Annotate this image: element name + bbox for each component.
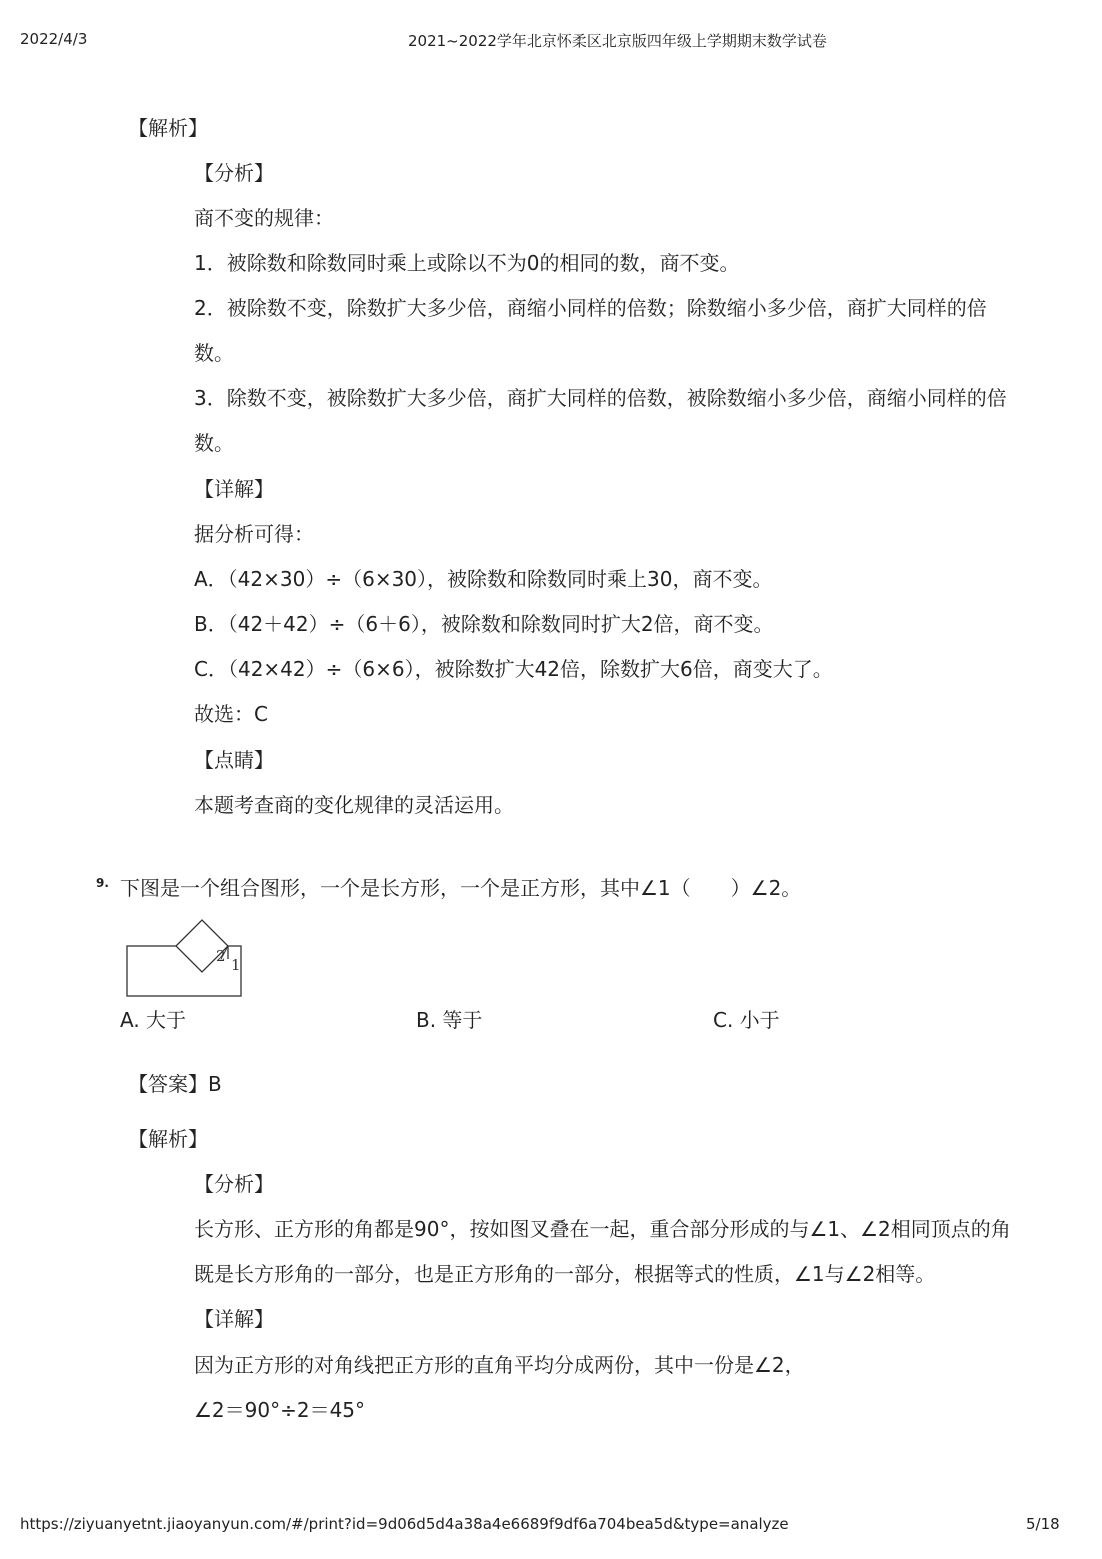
figure-label-1: 1 bbox=[231, 956, 241, 974]
q8-option-a-explain: A．（42×30）÷（6×30），被除数和除数同时乘上30，商不变。 bbox=[194, 567, 773, 591]
q8-option-b-explain: B．（42＋42）÷（6＋6），被除数和除数同时扩大2倍，商不变。 bbox=[194, 612, 774, 636]
q9-number: 9. bbox=[96, 876, 109, 890]
q8-rule-title: 商不变的规律： bbox=[194, 206, 334, 230]
q8-fenxi-heading: 【分析】 bbox=[194, 161, 274, 185]
q9-analysis-line2: 既是长方形角的一部分，也是正方形角的一部分，根据等式的性质，∠1与∠2相等。 bbox=[194, 1262, 936, 1286]
q8-option-c-explain: C．（42×42）÷（6×6），被除数扩大42倍，除数扩大6倍，商变大了。 bbox=[194, 657, 833, 681]
header-date: 2022/4/3 bbox=[20, 30, 88, 48]
q9-detail-1: 因为正方形的对角线把正方形的直角平均分成两份，其中一份是∠2， bbox=[194, 1353, 805, 1377]
figure-label-2: 2 bbox=[216, 947, 226, 965]
q9-xiangjie-heading: 【详解】 bbox=[194, 1307, 274, 1331]
q9-answer: 【答案】B bbox=[128, 1072, 222, 1096]
q8-dianjing-heading: 【点睛】 bbox=[194, 748, 274, 772]
q8-jiexi-heading: 【解析】 bbox=[128, 116, 208, 140]
q9-option-b[interactable]: B. 等于 bbox=[416, 1008, 483, 1032]
q8-xiangjie-heading: 【详解】 bbox=[194, 477, 274, 501]
q9-analysis-line1: 长方形、正方形的角都是90°，按如图叉叠在一起，重合部分形成的与∠1、∠2相同顶点的角 bbox=[194, 1217, 1011, 1241]
q9-figure-rectangle-square bbox=[120, 908, 250, 1000]
q8-rule-3-line1: 3．除数不变，被除数扩大多少倍，商扩大同样的倍数，被除数缩小多少倍，商缩小同样的倍 bbox=[194, 386, 1007, 410]
footer-url[interactable]: https://ziyuanyetnt.jiaoyanyun.com/#/print?id=9d06d5d4a38a4e6689f9df6a704bea5d&type=analyze bbox=[20, 1515, 789, 1533]
q9-option-c[interactable]: C. 小于 bbox=[713, 1008, 780, 1032]
q8-according: 据分析可得： bbox=[194, 522, 314, 546]
q8-choose: 故选：C bbox=[194, 702, 268, 726]
q9-detail-2: ∠2＝90°÷2＝45° bbox=[194, 1398, 366, 1422]
q9-jiexi-heading: 【解析】 bbox=[128, 1127, 208, 1151]
q8-summary: 本题考查商的变化规律的灵活运用。 bbox=[194, 793, 514, 817]
header-title: 2021~2022学年北京怀柔区北京版四年级上学期期末数学试卷 bbox=[408, 32, 827, 50]
q8-rule-2-line1: 2．被除数不变，除数扩大多少倍，商缩小同样的倍数；除数缩小多少倍，商扩大同样的倍 bbox=[194, 296, 987, 320]
q9-stem: 下图是一个组合图形，一个是长方形，一个是正方形，其中∠1（ ）∠2。 bbox=[120, 876, 802, 900]
q8-rule-1: 1．被除数和除数同时乘上或除以不为0的相同的数，商不变。 bbox=[194, 251, 740, 275]
footer-page-number: 5/18 bbox=[1026, 1515, 1060, 1533]
q8-rule-2-line2: 数。 bbox=[194, 341, 234, 365]
q9-option-a[interactable]: A. 大于 bbox=[120, 1008, 187, 1032]
q9-fenxi-heading: 【分析】 bbox=[194, 1172, 274, 1196]
q8-rule-3-line2: 数。 bbox=[194, 431, 234, 455]
